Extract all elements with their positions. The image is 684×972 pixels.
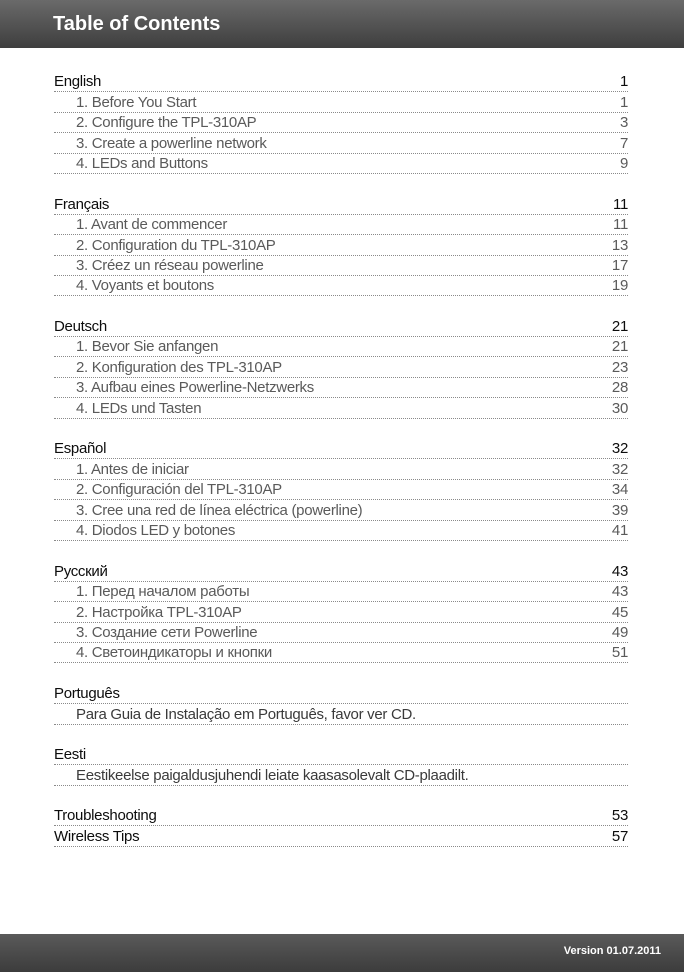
toc-section-portugues[interactable] — [54, 684, 628, 704]
toc-section-title: Русский — [54, 562, 108, 580]
toc-section-eesti[interactable] — [54, 745, 628, 765]
toc-entry[interactable] — [54, 602, 628, 622]
section-spacer — [54, 174, 628, 194]
toc-section-russian[interactable] — [54, 561, 628, 581]
toc-page-number: 13 — [611, 236, 628, 254]
toc-page-number: 28 — [611, 379, 628, 397]
toc-entry-label: 3. Aufbau eines Powerline-Netzwerks — [76, 379, 314, 397]
toc-page-number: 21 — [611, 318, 628, 336]
toc-page-number: 30 — [611, 399, 628, 417]
toc-note-text: Eestikeelse paigaldusjuhendi leiate kaasasolevalt CD-plaadilt. — [76, 766, 469, 784]
toc-entry[interactable] — [54, 521, 628, 541]
toc-page-number: 41 — [611, 521, 628, 539]
toc-section-deutsch[interactable] — [54, 317, 628, 337]
toc-entry-label: 3. Créez un réseau powerline — [76, 256, 264, 274]
toc-page-number: 43 — [611, 562, 628, 580]
toc-section-title: Eesti — [54, 746, 86, 764]
toc-entry-label: 4. LEDs and Buttons — [76, 154, 208, 172]
toc-page-number: 32 — [611, 460, 628, 478]
toc-section-francais[interactable] — [54, 194, 628, 214]
footer-bar — [0, 934, 684, 972]
toc-page-number: 49 — [611, 623, 628, 641]
section-spacer — [54, 725, 628, 745]
toc-page-number: 1 — [619, 93, 628, 111]
toc-page-number: 43 — [611, 583, 628, 601]
toc-section-title: Troubleshooting — [54, 807, 157, 825]
toc-page-number: 9 — [619, 154, 628, 172]
toc-entry-label: 1. Avant de commencer — [76, 216, 228, 234]
toc-entry-label: 2. Configuration du TPL-310AP — [76, 236, 276, 254]
toc-entry[interactable] — [54, 133, 628, 153]
toc-entry-label: 2. Configure the TPL-310AP — [76, 114, 257, 132]
toc-entry-label: 1. Bevor Sie anfangen — [76, 338, 219, 356]
toc-entry-label: 4. LEDs und Tasten — [76, 399, 202, 417]
toc-page-number: 34 — [611, 481, 628, 499]
toc-entry-label: 4. Voyants et boutons — [76, 277, 214, 295]
toc-page-number: 51 — [611, 644, 628, 662]
toc-section-english[interactable] — [54, 72, 628, 92]
toc-entry[interactable] — [54, 623, 628, 643]
toc-entry[interactable] — [54, 357, 628, 377]
toc-page-number: 19 — [611, 277, 628, 295]
toc-entry[interactable] — [54, 256, 628, 276]
toc-entry[interactable] — [54, 398, 628, 418]
toc-page-number: 57 — [611, 827, 628, 845]
toc-note — [54, 704, 628, 724]
toc-page-number: 11 — [613, 216, 628, 234]
section-spacer — [54, 663, 628, 683]
toc-section-title: Français — [54, 195, 110, 213]
toc-entry-label: 1. Antes de iniciar — [76, 460, 189, 478]
toc-entry-label: 4. Светоиндикаторы и кнопки — [76, 644, 272, 662]
toc-page-number: 32 — [611, 440, 628, 458]
version-label: Version 01.07.2011 — [563, 945, 661, 957]
toc-entry-label: 2. Настройка TPL-310AP — [76, 603, 242, 621]
toc-section-wireless-tips[interactable] — [54, 826, 628, 846]
toc-entry[interactable] — [54, 154, 628, 174]
toc-entry[interactable] — [54, 215, 628, 235]
section-spacer — [54, 296, 628, 316]
toc-entry[interactable] — [54, 92, 628, 112]
toc-page-number: 11 — [613, 195, 628, 213]
table-of-contents — [54, 72, 628, 847]
toc-page-number: 7 — [619, 134, 628, 152]
header-bar — [0, 0, 684, 48]
toc-entry[interactable] — [54, 643, 628, 663]
toc-page-number: 53 — [611, 807, 628, 825]
toc-entry-label: 4. Diodos LED y botones — [76, 521, 236, 539]
toc-section-title: Español — [54, 440, 107, 458]
toc-section-troubleshooting[interactable] — [54, 806, 628, 826]
toc-page-number: 3 — [619, 114, 628, 132]
toc-entry[interactable] — [54, 582, 628, 602]
toc-note-text: Para Guia de Instalação em Português, favor ver CD. — [76, 705, 416, 723]
page-title: Table of Contents — [53, 13, 221, 35]
toc-page-number: 17 — [611, 256, 628, 274]
toc-entry-label: 3. Cree una red de línea eléctrica (powerline) — [76, 501, 363, 519]
toc-entry[interactable] — [54, 378, 628, 398]
toc-page-number: 45 — [611, 603, 628, 621]
toc-entry-label: 1. Before You Start — [76, 93, 197, 111]
toc-note — [54, 765, 628, 785]
toc-entry-label: 2. Konfiguration des TPL-310AP — [76, 358, 282, 376]
toc-section-title: Deutsch — [54, 318, 107, 336]
toc-entry-label: 1. Перед началом работы — [76, 583, 250, 601]
toc-entry[interactable] — [54, 337, 628, 357]
toc-page-number: 39 — [611, 501, 628, 519]
toc-entry-label: 3. Create a powerline network — [76, 134, 267, 152]
toc-page-number: 1 — [619, 73, 628, 91]
toc-entry[interactable] — [54, 500, 628, 520]
toc-entry[interactable] — [54, 113, 628, 133]
toc-section-title: Português — [54, 685, 120, 703]
section-spacer — [54, 786, 628, 806]
toc-page-number: 23 — [611, 358, 628, 376]
toc-entry[interactable] — [54, 235, 628, 255]
toc-entry[interactable] — [54, 480, 628, 500]
toc-entry-label: 2. Configuración del TPL-310AP — [76, 481, 282, 499]
section-spacer — [54, 541, 628, 561]
toc-entry[interactable] — [54, 276, 628, 296]
toc-entry[interactable] — [54, 459, 628, 479]
toc-section-title: English — [54, 73, 102, 91]
toc-page-number: 21 — [611, 338, 628, 356]
section-spacer — [54, 419, 628, 439]
toc-section-espanol[interactable] — [54, 439, 628, 459]
toc-section-title: Wireless Tips — [54, 827, 140, 845]
toc-entry-label: 3. Создание сети Powerline — [76, 623, 258, 641]
